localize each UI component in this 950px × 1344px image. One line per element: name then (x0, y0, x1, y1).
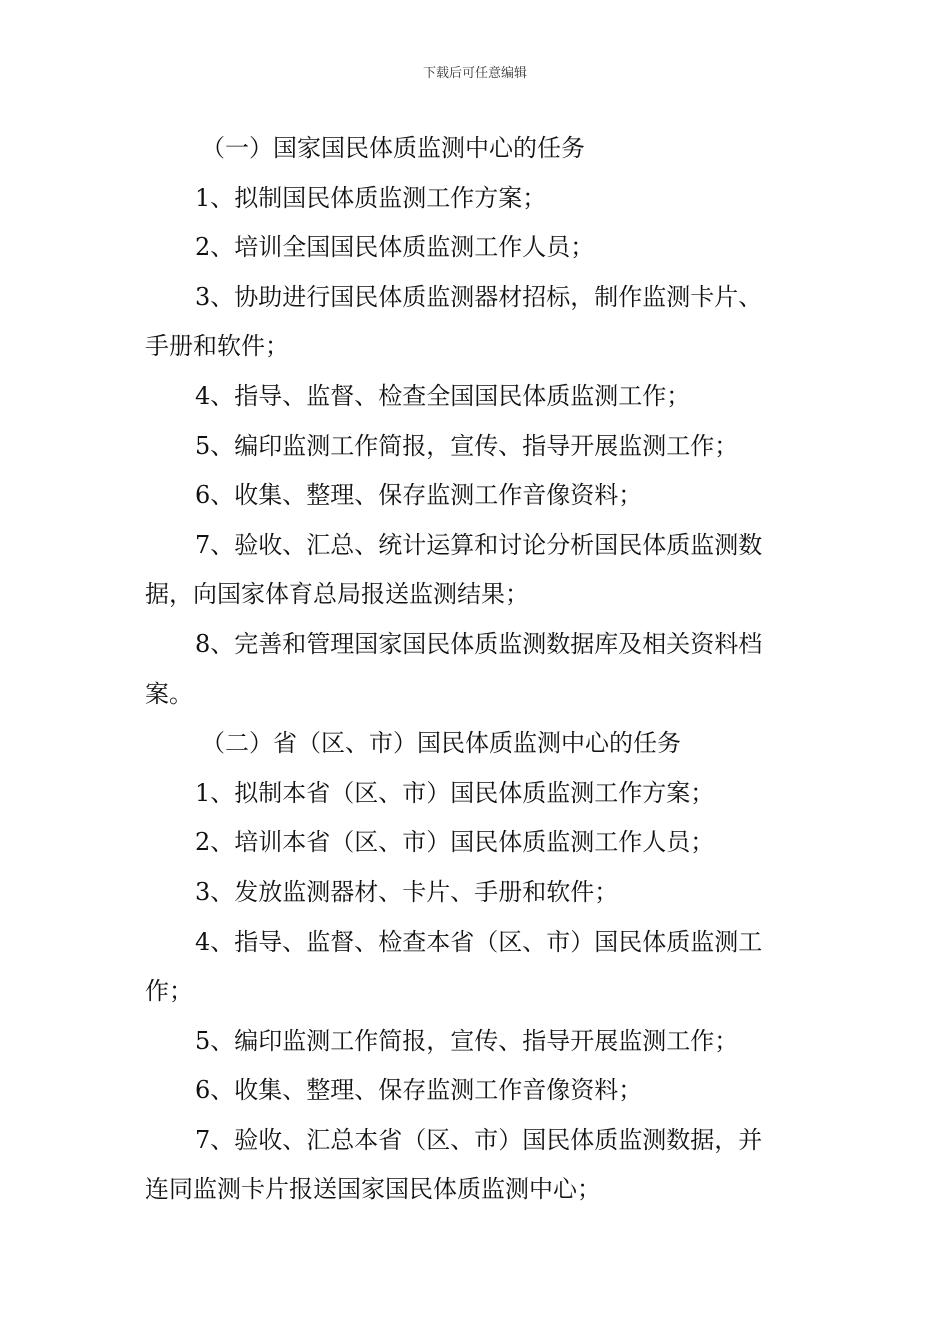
list-item: 4、指导、监督、检查全国国民体质监测工作； (195, 381, 691, 410)
list-item: 6、收集、整理、保存监测工作音像资料； (195, 1076, 643, 1105)
list-item: 7、验收、汇总、统计运算和讨论分析国民体质监测数 (195, 530, 763, 559)
list-item: 2、培训全国国民体质监测工作人员； (195, 233, 595, 262)
document-body (145, 124, 810, 1215)
list-item: 1、拟制本省（区、市）国民体质监测工作方案； (195, 778, 715, 807)
list-item: 3、协助进行国民体质监测器材招标，制作监测卡片、 (195, 282, 763, 311)
list-item-continuation: 手册和软件； (145, 332, 289, 361)
list-item: 5、编印监测工作简报，宣传、指导开展监测工作； (195, 1026, 739, 1055)
page-header: 下载后可任意编辑 (422, 66, 527, 81)
list-item-continuation: 作； (145, 977, 193, 1006)
list-item-continuation: 案。 (145, 679, 193, 708)
section-heading: （二）省（区、市）国民体质监测中心的任务 (201, 729, 681, 758)
list-item-continuation: 连同监测卡片报送国家国民体质监测中心； (145, 1175, 601, 1204)
list-item: 4、指导、监督、检查本省（区、市）国民体质监测工 (195, 927, 763, 956)
list-item: 3、发放监测器材、卡片、手册和软件； (195, 877, 619, 906)
list-item: 8、完善和管理国家国民体质监测数据库及相关资料档 (195, 629, 763, 658)
list-item: 7、验收、汇总本省（区、市）国民体质监测数据，并 (195, 1125, 763, 1154)
section-national-center (145, 124, 810, 719)
list-item-continuation: 据，向国家体育总局报送监测结果； (145, 580, 529, 609)
list-item: 5、编印监测工作简报，宣传、指导开展监测工作； (195, 431, 739, 460)
list-item: 2、培训本省（区、市）国民体质监测工作人员； (195, 828, 715, 857)
section-provincial-center (145, 719, 810, 1215)
list-item: 1、拟制国民体质监测工作方案； (195, 183, 547, 212)
list-item: 6、收集、整理、保存监测工作音像资料； (195, 481, 643, 510)
section-heading: （一）国家国民体质监测中心的任务 (201, 134, 585, 162)
